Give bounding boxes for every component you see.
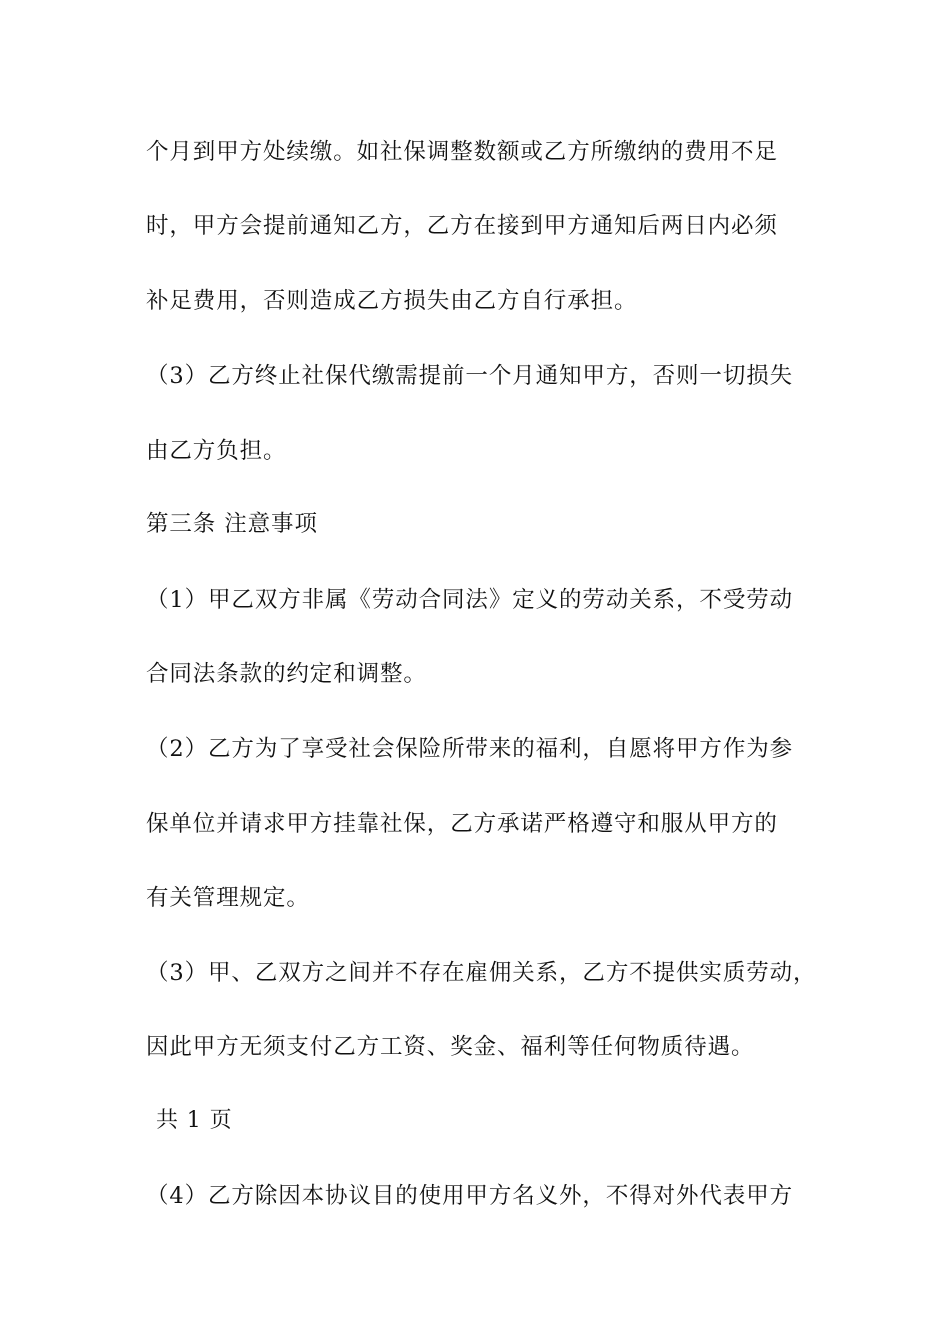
paragraph-line: 由乙方负担。 — [146, 438, 287, 464]
section-heading: 第三条 注意事项 — [146, 511, 318, 537]
paragraph-line: 合同法条款的约定和调整。 — [146, 661, 427, 687]
paragraph-line: 因此甲方无须支付乙方工资、奖金、福利等任何物质待遇。 — [146, 1034, 755, 1060]
paragraph-line: （2）乙方为了享受社会保险所带来的福利，自愿将甲方作为参 — [146, 736, 794, 762]
paragraph-line: 个月到甲方处续缴。如社保调整数额或乙方所缴纳的费用不足 — [146, 139, 778, 165]
paragraph-line: （3）乙方终止社保代缴需提前一个月通知甲方，否则一切损失 — [146, 363, 794, 389]
paragraph-line: （3）甲、乙双方之间并不存在雇佣关系，乙方不提供实质劳动， — [146, 960, 817, 986]
paragraph-line: 有关管理规定。 — [146, 885, 310, 911]
paragraph-line: 保单位并请求甲方挂靠社保，乙方承诺严格遵守和服从甲方的 — [146, 811, 778, 837]
paragraph-line: 时，甲方会提前通知乙方，乙方在接到甲方通知后两日内必须 — [146, 213, 778, 239]
paragraph-line: 补足费用，否则造成乙方损失由乙方自行承担。 — [146, 288, 638, 314]
page-count: 共 1 页 — [156, 1108, 233, 1133]
paragraph-line: （4）乙方除因本协议目的使用甲方名义外，不得对外代表甲方 — [146, 1183, 794, 1209]
paragraph-line: （1）甲乙双方非属《劳动合同法》定义的劳动关系，不受劳动 — [146, 587, 794, 613]
